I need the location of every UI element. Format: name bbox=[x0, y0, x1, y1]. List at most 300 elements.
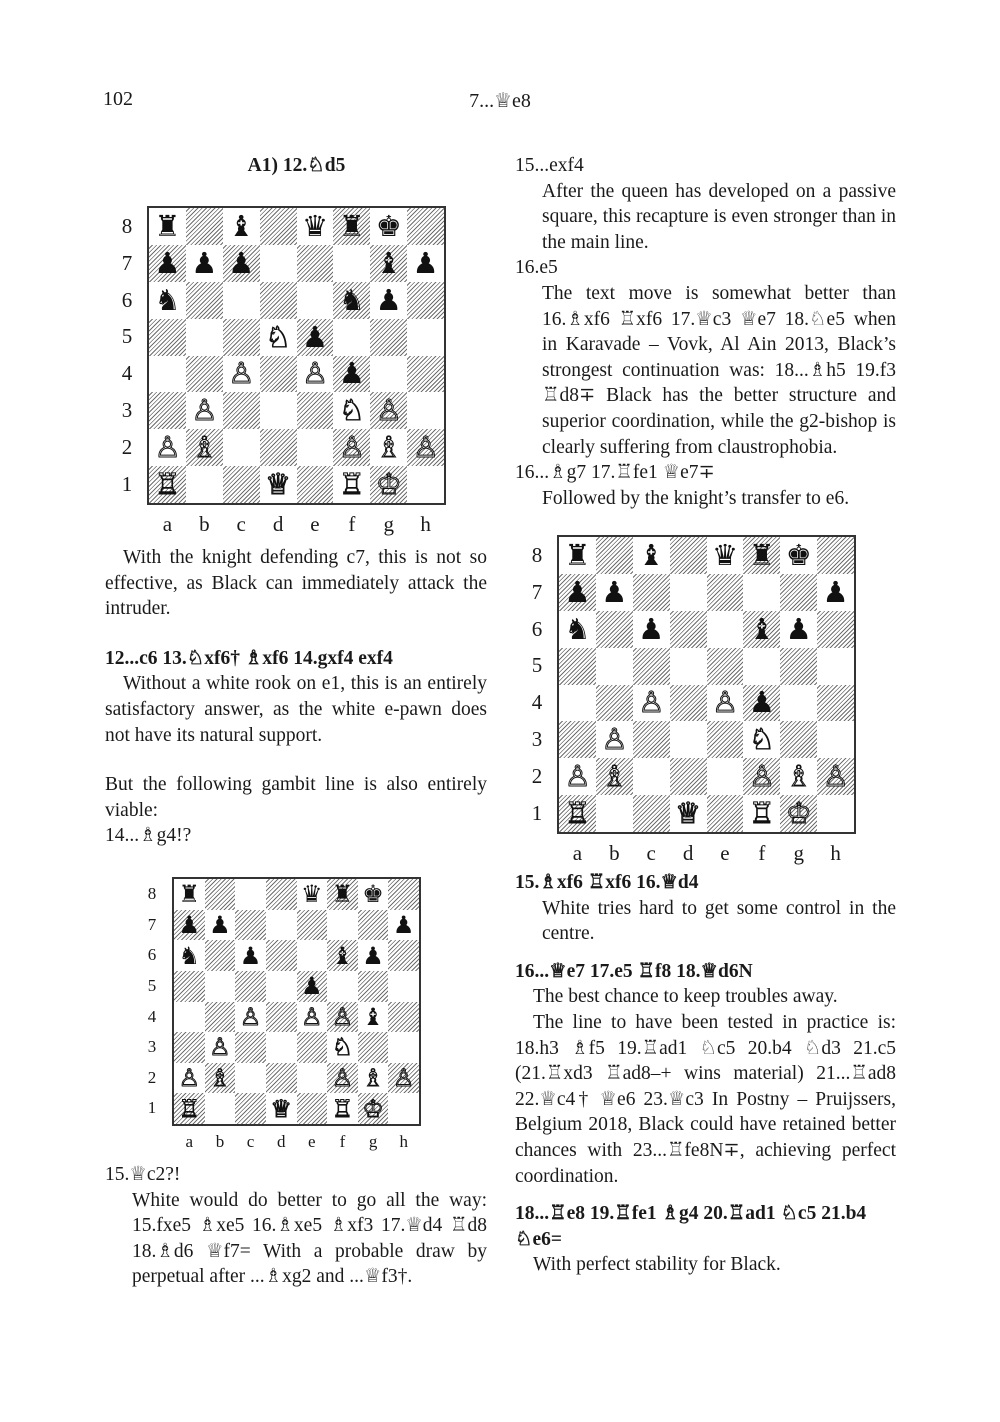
square-h6 bbox=[407, 282, 444, 319]
file-label: d bbox=[276, 1131, 286, 1151]
rank-label: 6 bbox=[147, 945, 157, 965]
black-pawn-icon: ♟ bbox=[228, 245, 255, 280]
black-pawn-icon: ♟ bbox=[822, 574, 849, 609]
square-c2 bbox=[633, 758, 670, 795]
move-line: 15...exf4 bbox=[515, 155, 584, 176]
square-e6 bbox=[297, 940, 328, 971]
square-f4 bbox=[743, 685, 780, 722]
paragraph: The line to have been tested in practice is: 18.h3 ♗f5 19.♖ad1 ♘c5 20.b4 ♘d3 21.c5 (21.♖xd3 ♖ad8–+ wins material) 21...♖ad8 22.♕c4† ♕e6 23.♕c3 In Postny – Pruijssers, Belgium 2018, Black could have retained better chances with 23...♖fe8N∓, achieving perfect coordination. bbox=[515, 1011, 896, 1187]
file-label: a bbox=[162, 512, 173, 537]
square-a1 bbox=[149, 466, 186, 503]
square-g7 bbox=[780, 574, 817, 611]
paragraph: Without a white rook on e1, this is an entirely satisfactory answer, as the white e-pawn does not have its natural support. bbox=[105, 673, 487, 746]
square-d4 bbox=[670, 685, 707, 722]
square-h1 bbox=[388, 1093, 419, 1124]
square-a6 bbox=[559, 611, 596, 648]
square-f2 bbox=[327, 1063, 358, 1094]
square-b4 bbox=[205, 1002, 236, 1033]
black-queen-icon: ♛ bbox=[301, 208, 328, 243]
square-h8 bbox=[407, 208, 444, 245]
black-rook-icon: ♜ bbox=[338, 208, 365, 243]
white-rook-icon: ♖ bbox=[748, 796, 775, 831]
file-label: g bbox=[793, 841, 804, 866]
white-bishop-icon: ♗ bbox=[191, 430, 218, 465]
black-pawn-icon: ♟ bbox=[362, 941, 384, 970]
square-g7 bbox=[358, 910, 389, 941]
square-a2 bbox=[559, 758, 596, 795]
paragraph: Followed by the knight’s transfer to e6. bbox=[542, 487, 850, 509]
square-a1 bbox=[559, 795, 596, 832]
white-rook-icon: ♖ bbox=[331, 1094, 354, 1123]
square-c2 bbox=[223, 429, 260, 466]
square-a5 bbox=[174, 971, 205, 1002]
rank-label: 6 bbox=[121, 287, 133, 312]
square-f6 bbox=[743, 611, 780, 648]
square-c3 bbox=[633, 721, 670, 758]
chess-diagram-2 bbox=[172, 877, 421, 1126]
file-label: f bbox=[339, 1131, 346, 1151]
white-pawn-icon: ♙ bbox=[375, 393, 402, 428]
square-e4 bbox=[297, 1002, 328, 1033]
black-knight-icon: ♞ bbox=[338, 282, 365, 317]
black-bishop-icon: ♝ bbox=[228, 208, 255, 243]
square-d6 bbox=[260, 282, 297, 319]
square-d5 bbox=[260, 319, 297, 356]
white-queen-icon: ♕ bbox=[265, 467, 292, 502]
square-h8 bbox=[388, 879, 419, 910]
file-label: f bbox=[758, 841, 766, 866]
white-pawn-icon: ♙ bbox=[239, 1002, 262, 1031]
square-d3 bbox=[266, 1032, 297, 1063]
file-label: f bbox=[348, 512, 356, 537]
file-label: a bbox=[572, 841, 583, 866]
square-f2 bbox=[743, 758, 780, 795]
black-pawn-icon: ♟ bbox=[785, 611, 812, 646]
paragraph: The text move is somewhat better than 16.♗xf6 ♖xf6 17.♕c3 ♕e7 18.♘e5 when in Karavade – Vovk, Al Ain 2013, Black’s strongest continuation was: 18...♗h5 19.f3 ♖d8∓ Black has the better structure and superior coordination, while the g2-bishop is clearly suffering from claustrophobia. bbox=[542, 282, 896, 458]
square-a8 bbox=[559, 537, 596, 574]
square-g1 bbox=[358, 1093, 389, 1124]
square-e3 bbox=[297, 1032, 328, 1063]
black-pawn-icon: ♟ bbox=[178, 910, 201, 939]
square-h5 bbox=[407, 319, 444, 356]
black-pawn-icon: ♟ bbox=[412, 245, 439, 280]
square-d5 bbox=[670, 648, 707, 685]
square-e1 bbox=[707, 795, 744, 832]
white-rook-icon: ♖ bbox=[178, 1094, 201, 1123]
square-g2 bbox=[780, 758, 817, 795]
black-pawn-icon: ♟ bbox=[191, 245, 218, 280]
square-h7 bbox=[407, 245, 444, 282]
square-e8 bbox=[297, 879, 328, 910]
black-bishop-icon: ♝ bbox=[362, 1002, 384, 1031]
square-e1 bbox=[297, 466, 334, 503]
square-d7 bbox=[266, 910, 297, 941]
square-a2 bbox=[149, 429, 186, 466]
square-d2 bbox=[260, 429, 297, 466]
rank-label: 5 bbox=[147, 975, 157, 995]
square-b5 bbox=[596, 648, 633, 685]
rank-label: 8 bbox=[147, 884, 157, 904]
square-e7 bbox=[297, 245, 334, 282]
square-b2 bbox=[205, 1063, 236, 1094]
black-bishop-icon: ♝ bbox=[638, 537, 665, 572]
square-g8 bbox=[358, 879, 389, 910]
square-c6 bbox=[223, 282, 260, 319]
black-pawn-icon: ♟ bbox=[392, 910, 415, 939]
rank-label: 2 bbox=[531, 764, 543, 789]
square-c4 bbox=[633, 685, 670, 722]
square-b7 bbox=[596, 574, 633, 611]
square-b3 bbox=[596, 721, 633, 758]
black-bishop-icon: ♝ bbox=[375, 245, 402, 280]
square-g3 bbox=[370, 392, 407, 429]
square-a4 bbox=[559, 685, 596, 722]
file-label: h bbox=[830, 841, 841, 866]
square-f7 bbox=[333, 245, 370, 282]
square-h3 bbox=[407, 392, 444, 429]
square-h6 bbox=[817, 611, 854, 648]
square-g8 bbox=[370, 208, 407, 245]
square-f7 bbox=[743, 574, 780, 611]
black-knight-icon: ♞ bbox=[178, 941, 201, 970]
white-bishop-icon: ♗ bbox=[375, 430, 402, 465]
rank-label: 2 bbox=[147, 1067, 157, 1087]
black-pawn-icon: ♟ bbox=[301, 319, 328, 354]
square-e7 bbox=[297, 910, 328, 941]
white-pawn-icon: ♙ bbox=[748, 759, 775, 794]
square-h1 bbox=[817, 795, 854, 832]
square-f8 bbox=[333, 208, 370, 245]
black-pawn-icon: ♟ bbox=[209, 910, 231, 939]
black-rook-icon: ♜ bbox=[178, 880, 201, 909]
square-f8 bbox=[743, 537, 780, 574]
square-d3 bbox=[260, 392, 297, 429]
square-h5 bbox=[817, 648, 854, 685]
square-e7 bbox=[707, 574, 744, 611]
square-g6 bbox=[358, 940, 389, 971]
square-h2 bbox=[388, 1063, 419, 1094]
square-g3 bbox=[358, 1032, 389, 1063]
paragraph: White would do better to go all the way: 15.fxe5 ♗xe5 16.♗xe5 ♗xf3 17.♕d4 ♖d8 18.♗d6 ♕f7= With a probable draw by perpetual after ...♗xg2 and ...♕f3†. bbox=[132, 1189, 487, 1288]
square-c5 bbox=[223, 319, 260, 356]
square-h7 bbox=[817, 574, 854, 611]
square-c8 bbox=[223, 208, 260, 245]
square-b6 bbox=[596, 611, 633, 648]
white-queen-icon: ♕ bbox=[675, 796, 702, 831]
square-g5 bbox=[358, 971, 389, 1002]
square-d1 bbox=[266, 1093, 297, 1124]
black-pawn-icon: ♟ bbox=[338, 356, 365, 391]
square-c7 bbox=[633, 574, 670, 611]
white-pawn-icon: ♙ bbox=[638, 685, 665, 720]
square-c8 bbox=[235, 879, 266, 910]
square-f2 bbox=[333, 429, 370, 466]
square-d8 bbox=[266, 879, 297, 910]
square-e4 bbox=[297, 356, 334, 393]
move-heading: 15.♗xf6 ♖xf6 16.♕d4 bbox=[515, 872, 699, 893]
square-f3 bbox=[743, 721, 780, 758]
square-a8 bbox=[149, 208, 186, 245]
square-c5 bbox=[633, 648, 670, 685]
square-c5 bbox=[235, 971, 266, 1002]
paragraph: White tries hard to get some control in the centre. bbox=[542, 897, 896, 945]
left-text-top bbox=[105, 545, 487, 849]
rank-label: 3 bbox=[531, 727, 543, 752]
black-pawn-icon: ♟ bbox=[154, 245, 181, 280]
rank-label: 7 bbox=[147, 914, 157, 934]
file-label: e bbox=[720, 841, 730, 866]
square-a7 bbox=[559, 574, 596, 611]
square-a4 bbox=[149, 356, 186, 393]
black-bishop-icon: ♝ bbox=[748, 611, 775, 646]
page-number: 102 bbox=[103, 88, 133, 110]
square-f6 bbox=[327, 940, 358, 971]
file-label: c bbox=[236, 512, 246, 537]
square-b8 bbox=[596, 537, 633, 574]
square-c3 bbox=[235, 1032, 266, 1063]
square-f3 bbox=[333, 392, 370, 429]
square-g4 bbox=[358, 1002, 389, 1033]
paragraph: After the queen has developed on a passive square, this recapture is even stronger than in the main line. bbox=[542, 180, 896, 253]
square-d6 bbox=[266, 940, 297, 971]
file-label: g bbox=[368, 1131, 378, 1151]
white-pawn-icon: ♙ bbox=[191, 393, 218, 428]
square-e5 bbox=[707, 648, 744, 685]
white-knight-icon: ♘ bbox=[265, 319, 292, 354]
file-label: e bbox=[308, 1131, 316, 1151]
rank-label: 3 bbox=[121, 398, 133, 423]
square-c4 bbox=[223, 356, 260, 393]
square-b3 bbox=[205, 1032, 236, 1063]
paragraph: With perfect stability for Black. bbox=[533, 1254, 781, 1276]
square-e8 bbox=[297, 208, 334, 245]
white-pawn-icon: ♙ bbox=[338, 430, 365, 465]
black-rook-icon: ♜ bbox=[331, 880, 354, 909]
square-b8 bbox=[205, 879, 236, 910]
file-label: b bbox=[199, 512, 210, 537]
right-text-top bbox=[515, 153, 896, 511]
file-label: h bbox=[420, 512, 431, 537]
white-pawn-icon: ♙ bbox=[822, 759, 849, 794]
chess-diagram-3 bbox=[557, 535, 856, 834]
square-b1 bbox=[186, 466, 223, 503]
rank-label: 4 bbox=[147, 1006, 157, 1026]
black-king-icon: ♚ bbox=[785, 537, 812, 572]
square-h5 bbox=[388, 971, 419, 1002]
square-e5 bbox=[297, 319, 334, 356]
move-line: 16...♗g7 17.♖fe1 ♕e7∓ bbox=[515, 462, 715, 484]
square-f4 bbox=[327, 1002, 358, 1033]
file-label: d bbox=[272, 512, 284, 537]
square-c2 bbox=[235, 1063, 266, 1094]
square-c3 bbox=[223, 392, 260, 429]
white-pawn-icon: ♙ bbox=[711, 685, 738, 720]
white-pawn-icon: ♙ bbox=[392, 1064, 415, 1093]
paragraph: But the following gambit line is also entirely viable: bbox=[105, 774, 487, 821]
file-label: b bbox=[215, 1131, 225, 1151]
file-label: e bbox=[310, 512, 320, 537]
square-e6 bbox=[707, 611, 744, 648]
rank-label: 3 bbox=[147, 1037, 157, 1057]
running-title: 7...♕e8 bbox=[469, 90, 531, 112]
paragraph: The best chance to keep troubles away. bbox=[533, 986, 838, 1008]
rank-label: 5 bbox=[531, 653, 543, 678]
square-h4 bbox=[407, 356, 444, 393]
white-bishop-icon: ♗ bbox=[362, 1064, 384, 1093]
rank-label: 2 bbox=[121, 435, 133, 460]
square-d4 bbox=[266, 1002, 297, 1033]
black-bishop-icon: ♝ bbox=[331, 941, 354, 970]
square-f7 bbox=[327, 910, 358, 941]
square-d6 bbox=[670, 611, 707, 648]
rank-label: 1 bbox=[121, 471, 133, 496]
white-pawn-icon: ♙ bbox=[228, 356, 255, 391]
square-g2 bbox=[370, 429, 407, 466]
square-a3 bbox=[149, 392, 186, 429]
square-d8 bbox=[670, 537, 707, 574]
square-a8 bbox=[174, 879, 205, 910]
chess-diagram-1 bbox=[147, 206, 446, 505]
black-knight-icon: ♞ bbox=[154, 282, 181, 317]
square-a3 bbox=[174, 1032, 205, 1063]
square-g6 bbox=[370, 282, 407, 319]
white-pawn-icon: ♙ bbox=[601, 722, 628, 757]
square-e5 bbox=[297, 971, 328, 1002]
white-knight-icon: ♘ bbox=[748, 722, 775, 757]
square-a2 bbox=[174, 1063, 205, 1094]
square-e3 bbox=[297, 392, 334, 429]
rank-label: 8 bbox=[531, 542, 543, 567]
white-rook-icon: ♖ bbox=[564, 796, 591, 831]
white-pawn-icon: ♙ bbox=[178, 1064, 201, 1093]
square-c1 bbox=[223, 466, 260, 503]
square-d3 bbox=[670, 721, 707, 758]
square-b3 bbox=[186, 392, 223, 429]
square-d2 bbox=[670, 758, 707, 795]
white-pawn-icon: ♙ bbox=[209, 1033, 231, 1062]
square-b5 bbox=[186, 319, 223, 356]
black-pawn-icon: ♟ bbox=[638, 611, 665, 646]
square-f6 bbox=[333, 282, 370, 319]
white-pawn-icon: ♙ bbox=[301, 1002, 323, 1031]
square-a3 bbox=[559, 721, 596, 758]
white-bishop-icon: ♗ bbox=[785, 759, 812, 794]
rank-label: 1 bbox=[531, 800, 543, 825]
square-a7 bbox=[149, 245, 186, 282]
square-f1 bbox=[333, 466, 370, 503]
square-h2 bbox=[407, 429, 444, 466]
rank-label: 5 bbox=[121, 324, 133, 349]
square-a6 bbox=[149, 282, 186, 319]
right-text-bottom bbox=[515, 870, 896, 1278]
square-e4 bbox=[707, 685, 744, 722]
white-king-icon: ♔ bbox=[362, 1094, 384, 1123]
square-c1 bbox=[235, 1093, 266, 1124]
square-d1 bbox=[260, 466, 297, 503]
square-g8 bbox=[780, 537, 817, 574]
square-b7 bbox=[186, 245, 223, 282]
rank-label: 4 bbox=[121, 361, 133, 386]
white-knight-icon: ♘ bbox=[331, 1033, 354, 1062]
square-c4 bbox=[235, 1002, 266, 1033]
square-f5 bbox=[743, 648, 780, 685]
square-d1 bbox=[670, 795, 707, 832]
square-h3 bbox=[388, 1032, 419, 1063]
square-e8 bbox=[707, 537, 744, 574]
square-h4 bbox=[817, 685, 854, 722]
square-f1 bbox=[327, 1093, 358, 1124]
square-b4 bbox=[596, 685, 633, 722]
square-h2 bbox=[817, 758, 854, 795]
rank-label: 1 bbox=[147, 1098, 157, 1118]
move-line: 15.♕c2?! bbox=[105, 1164, 181, 1185]
square-e1 bbox=[297, 1093, 328, 1124]
black-knight-icon: ♞ bbox=[564, 611, 591, 646]
black-rook-icon: ♜ bbox=[748, 537, 775, 572]
square-g5 bbox=[780, 648, 817, 685]
square-d2 bbox=[266, 1063, 297, 1094]
square-d7 bbox=[670, 574, 707, 611]
square-g7 bbox=[370, 245, 407, 282]
square-b5 bbox=[205, 971, 236, 1002]
square-b6 bbox=[186, 282, 223, 319]
paragraph: With the knight defending c7, this is not so effective, as Black can immediately attack the intruder. bbox=[105, 547, 487, 620]
square-g2 bbox=[358, 1063, 389, 1094]
file-label: a bbox=[185, 1131, 194, 1151]
square-b1 bbox=[596, 795, 633, 832]
square-f3 bbox=[327, 1032, 358, 1063]
black-pawn-icon: ♟ bbox=[564, 574, 591, 609]
square-b7 bbox=[205, 910, 236, 941]
white-queen-icon: ♕ bbox=[270, 1094, 292, 1123]
file-label: b bbox=[609, 841, 620, 866]
square-g1 bbox=[370, 466, 407, 503]
black-king-icon: ♚ bbox=[375, 208, 402, 243]
black-pawn-icon: ♟ bbox=[301, 972, 323, 1001]
square-g6 bbox=[780, 611, 817, 648]
square-f1 bbox=[743, 795, 780, 832]
square-g1 bbox=[780, 795, 817, 832]
black-pawn-icon: ♟ bbox=[601, 574, 628, 609]
move-line: 16.e5 bbox=[515, 257, 558, 279]
square-c8 bbox=[633, 537, 670, 574]
square-a1 bbox=[174, 1093, 205, 1124]
file-label: h bbox=[399, 1131, 408, 1151]
square-e2 bbox=[707, 758, 744, 795]
white-king-icon: ♔ bbox=[785, 796, 812, 831]
file-label: c bbox=[646, 841, 656, 866]
black-pawn-icon: ♟ bbox=[375, 282, 402, 317]
square-d4 bbox=[260, 356, 297, 393]
square-g4 bbox=[780, 685, 817, 722]
black-pawn-icon: ♟ bbox=[748, 685, 775, 720]
square-b1 bbox=[205, 1093, 236, 1124]
square-g4 bbox=[370, 356, 407, 393]
white-bishop-icon: ♗ bbox=[209, 1064, 231, 1093]
square-a6 bbox=[174, 940, 205, 971]
white-knight-icon: ♘ bbox=[338, 393, 365, 428]
square-d7 bbox=[260, 245, 297, 282]
square-a5 bbox=[559, 648, 596, 685]
square-b8 bbox=[186, 208, 223, 245]
square-a7 bbox=[174, 910, 205, 941]
square-c6 bbox=[633, 611, 670, 648]
square-f8 bbox=[327, 879, 358, 910]
black-queen-icon: ♛ bbox=[301, 880, 323, 909]
white-rook-icon: ♖ bbox=[154, 467, 181, 502]
white-pawn-icon: ♙ bbox=[412, 430, 439, 465]
rank-label: 4 bbox=[531, 690, 543, 715]
